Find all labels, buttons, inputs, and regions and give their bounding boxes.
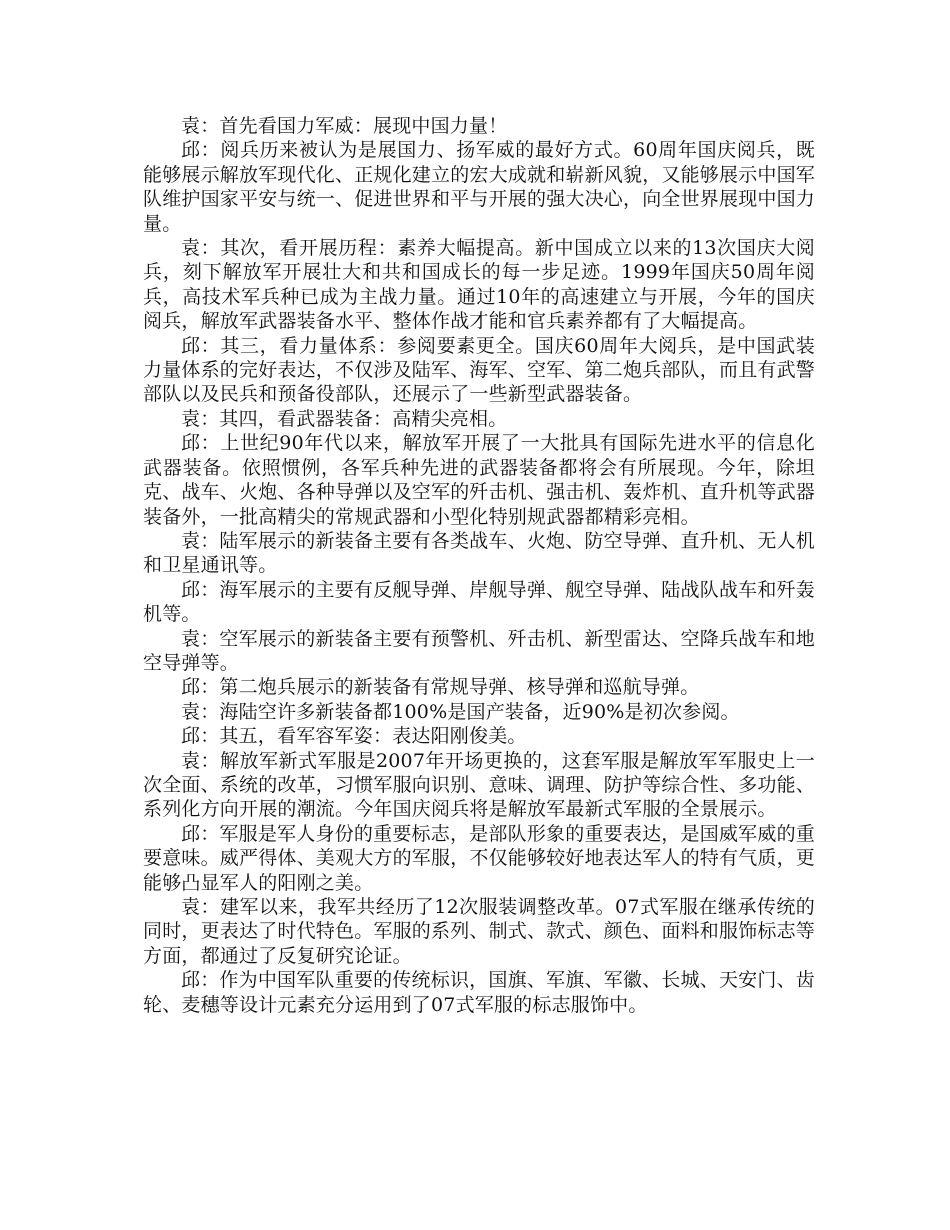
paragraph-2: 邱：阅兵历来被认为是展国力、扬军威的最好方式。60周年国庆阅兵，既能够展示解放军现代化、正规化建立的宏大成就和崭新风貌，又能够展示中国军队维护国家平安与统一、促进世界和平与开展的强大决心，向全世界展现中国力量。 <box>143 139 816 235</box>
paragraph-13: 袁：解放军新式军服是2007年开场更换的，这套军服是解放军军服史上一次全面、系统的改革，习惯军服向识别、意味、调理、防护等综合性、多功能、系列化方向开展的潮流。今年国庆阅兵将是解放军最新式军服的全景展示。 <box>143 749 816 821</box>
paragraph-10: 邱：第二炮兵展示的新装备有常规导弹、核导弹和巡航导弹。 <box>181 676 700 699</box>
paragraph-9: 袁：空军展示的新装备主要有预警机、歼击机、新型雷达、空降兵战车和地空导弹等。 <box>143 627 815 674</box>
paragraph-7: 袁：陆军展示的新装备主要有各类战车、火炮、防空导弹、直升机、无人机和卫星通讯等。 <box>143 529 815 577</box>
paragraph-5: 袁：其四，看武器装备：高精尖亮相。 <box>181 407 508 430</box>
paragraph-16: 邱：作为中国军队重要的传统标识，国旗、军旗、军徽、长城、天安门、齿轮、麦穗等设计元素充分运用到了07式军服的标志服饰中。 <box>143 969 815 1016</box>
paragraph-11: 袁：海陆空许多新装备都100%是国产装备，近90%是初次参阅。 <box>181 700 740 723</box>
paragraph-4: 邱：其三，看力量体系：参阅要素更全。国庆60周年大阅兵，是中国武装力量体系的完好表达，不仅涉及陆军、海军、空军、第二炮兵部队，而且有武警部队以及民兵和预备役部队，还展示了一些新型武器装备。 <box>143 334 816 406</box>
paragraph-12: 邱：其五，看军容军姿：表达阳刚俊美。 <box>181 725 527 748</box>
document-body <box>143 114 815 1017</box>
paragraph-6: 邱：上世纪90年代以来，解放军开展了一大批具有国际先进水平的信息化武器装备。依照惯例，各军兵种先进的武器装备都将会有所展现。今年，除坦克、战车、火炮、各种导弹以及空军的歼击机、强击机、轰炸机、直升机等武器装备外，一批高精尖的常规武器和小型化特别规武器都精彩亮相。 <box>143 432 816 528</box>
paragraph-14: 邱：军服是军人身份的重要标志，是部队形象的重要表达，是国威军威的重要意味。威严得体、美观大方的军服，不仅能够较好地表达军人的特有气质，更能够凸显军人的阳刚之美。 <box>143 822 816 894</box>
paragraph-3: 袁：其次，看开展历程：素养大幅提高。新中国成立以来的13次国庆大阅兵，刻下解放军开展壮大和共和国成长的每一步足迹。1999年国庆50周年阅兵，高技术军兵种已成为主战力量。通过10年的高速建立与开展，今年的国庆阅兵，解放军武器装备水平、整体作战才能和官兵素养都有了大幅提高。 <box>143 237 815 333</box>
paragraph-1: 袁：首先看国力军威：展现中国力量！ <box>181 115 508 137</box>
paragraph-8: 邱：海军展示的主要有反舰导弹、岸舰导弹、舰空导弹、陆战队战车和歼轰机等。 <box>143 578 815 626</box>
paragraph-15: 袁：建军以来，我军共经历了12次服装调整改革。07式军服在继承传统的同时，更表达了时代特色。军服的系列、制式、款式、颜色、面料和服饰标志等方面，都通过了反复研究论证。 <box>143 896 816 967</box>
